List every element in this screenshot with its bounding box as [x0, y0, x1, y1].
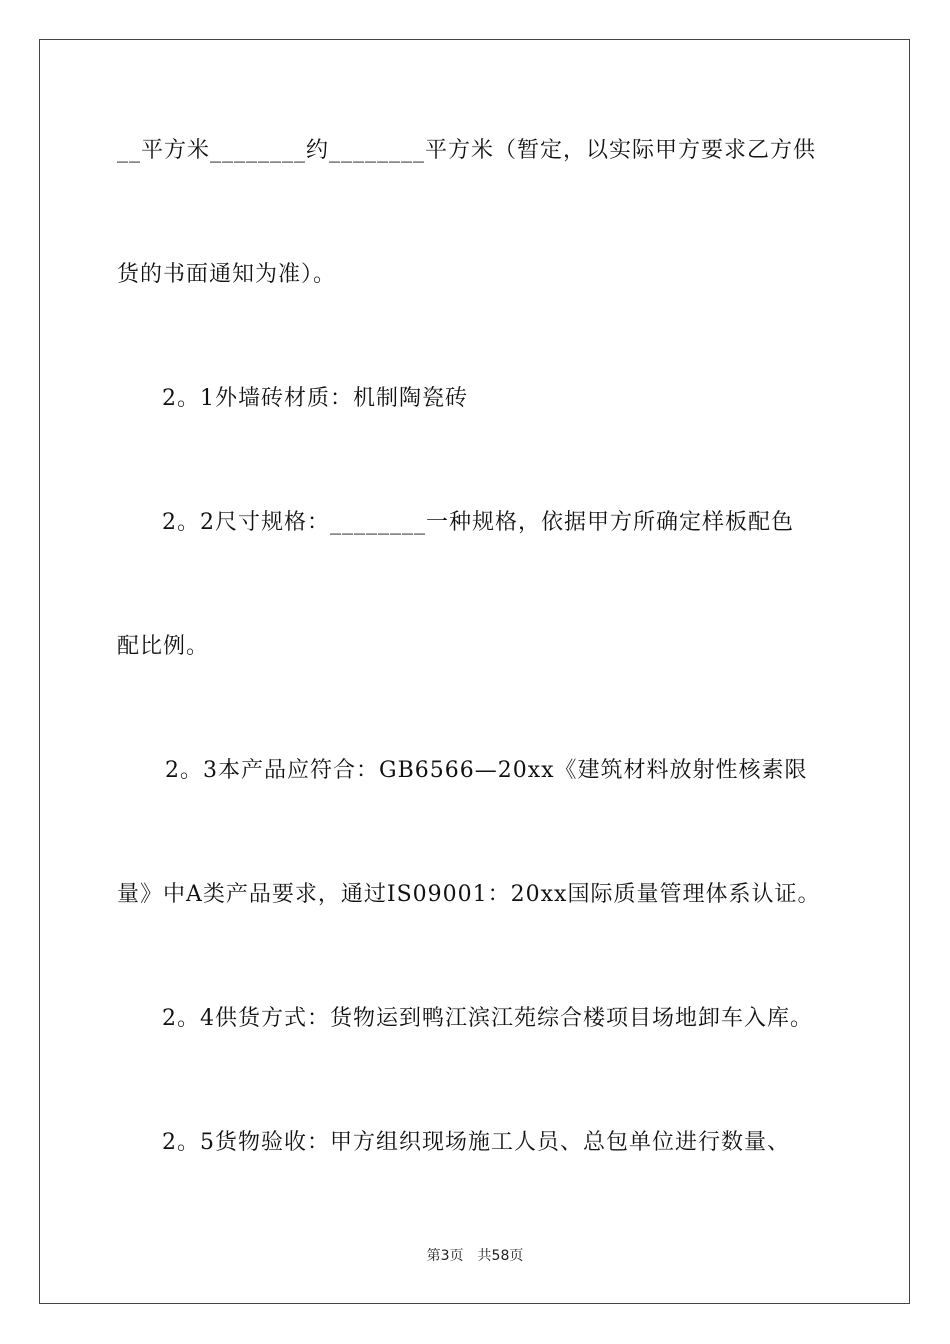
paragraph-line-3: 2。1外墙砖材质：机制陶瓷砖 — [162, 386, 468, 411]
paragraph-line-4: 2。2尺寸规格：________一种规格，依据甲方所确定样板配色 — [162, 510, 794, 535]
paragraph-line-7: 量》中A类产品要求，通过IS09001：20xx国际质量管理体系认证。 — [117, 882, 821, 907]
paragraph-line-8: 2。4供货方式：货物运到鸭江滨江苑综合楼项目场地卸车入库。 — [162, 1006, 813, 1031]
paragraph-line-2: 货的书面通知为准）。 — [117, 262, 337, 287]
paragraph-line-1: __平方米________约________平方米（暂定，以实际甲方要求乙方供 — [117, 138, 817, 163]
paragraph-line-6: 2。3本产品应符合：GB6566—20xx《建筑材料放射性核素限 — [165, 758, 808, 783]
page-number-footer: 第3页 共58页 — [426, 1248, 524, 1264]
page-border — [39, 39, 910, 1304]
paragraph-line-9: 2。5货物验收：甲方组织现场施工人员、总包单位进行数量、 — [162, 1130, 790, 1155]
paragraph-line-5: 配比例。 — [117, 634, 210, 659]
